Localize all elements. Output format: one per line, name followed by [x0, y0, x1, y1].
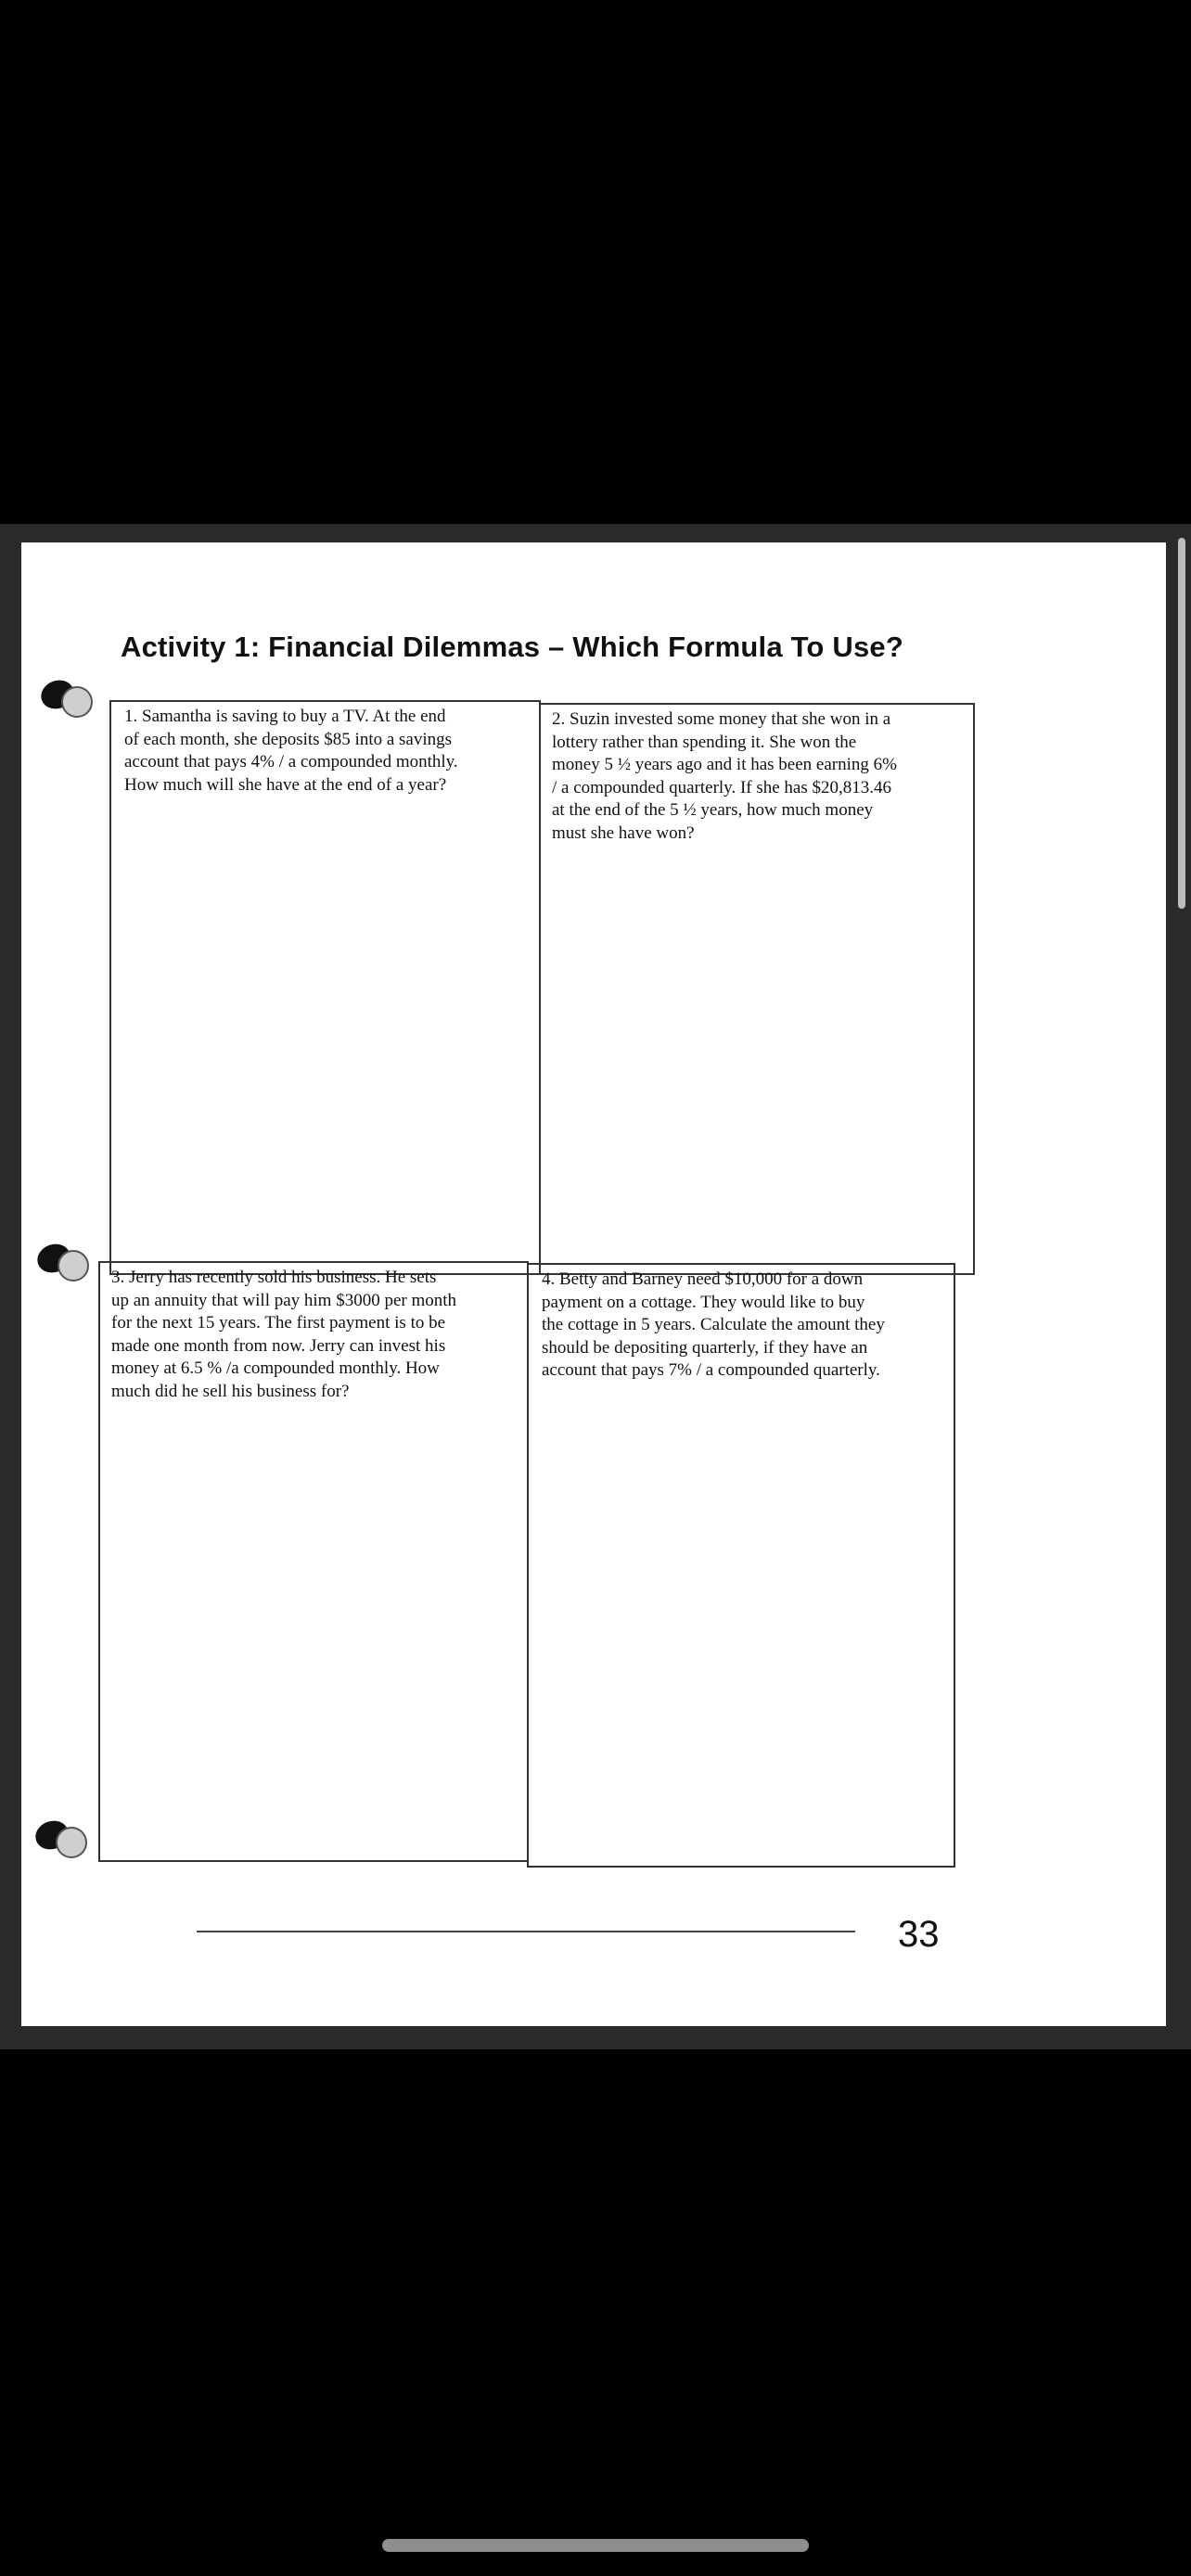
problem-3-text: 3. Jerry has recently sold his business. He sets up an annuity that will pay him $3000 per month for the next 15 years. The first payment is to be made one month from now. Jerry can invest his money at 6.5 % /a compounded monthly. How much did he sell his business for?	[111, 1268, 457, 1401]
scroll-indicator[interactable]	[1178, 538, 1185, 909]
binder-hole-icon	[37, 1241, 93, 1282]
home-indicator[interactable]	[382, 2539, 809, 2552]
problem-1-text: 1. Samantha is saving to buy a TV. At the end of each month, she deposits $85 into a savings account that pays 4% / a compounded monthly. How much will she have at the end of a year?	[124, 707, 458, 795]
problem-2-box	[539, 703, 975, 1275]
problem-4-box	[527, 1263, 955, 1868]
problem-2-text: 2. Suzin invested some money that she won in a lottery rather than spending it. She won the money 5 ½ years ago and it has been earning 6% / a compounded quarterly. If she has $20,813.46 at the end of the 5 ½ years, how much money must she have won?	[552, 709, 897, 843]
page-number: 33	[898, 1914, 940, 1955]
binder-hole-icon	[41, 677, 96, 718]
binder-hole-icon	[35, 1817, 91, 1858]
problem-4-text: 4. Betty and Barney need $10,000 for a down payment on a cottage. They would like to buy the cottage in 5 years. Calculate the amount they should be depositing quarterly, if they have an account that pays 7% / a compounded quarterly.	[542, 1269, 885, 1380]
activity-title: Activity 1: Financial Dilemmas – Which Formula To Use?	[121, 631, 903, 663]
problem-1-box	[109, 700, 541, 1275]
footer-rule	[197, 1931, 855, 1932]
problem-3-box	[98, 1261, 529, 1862]
